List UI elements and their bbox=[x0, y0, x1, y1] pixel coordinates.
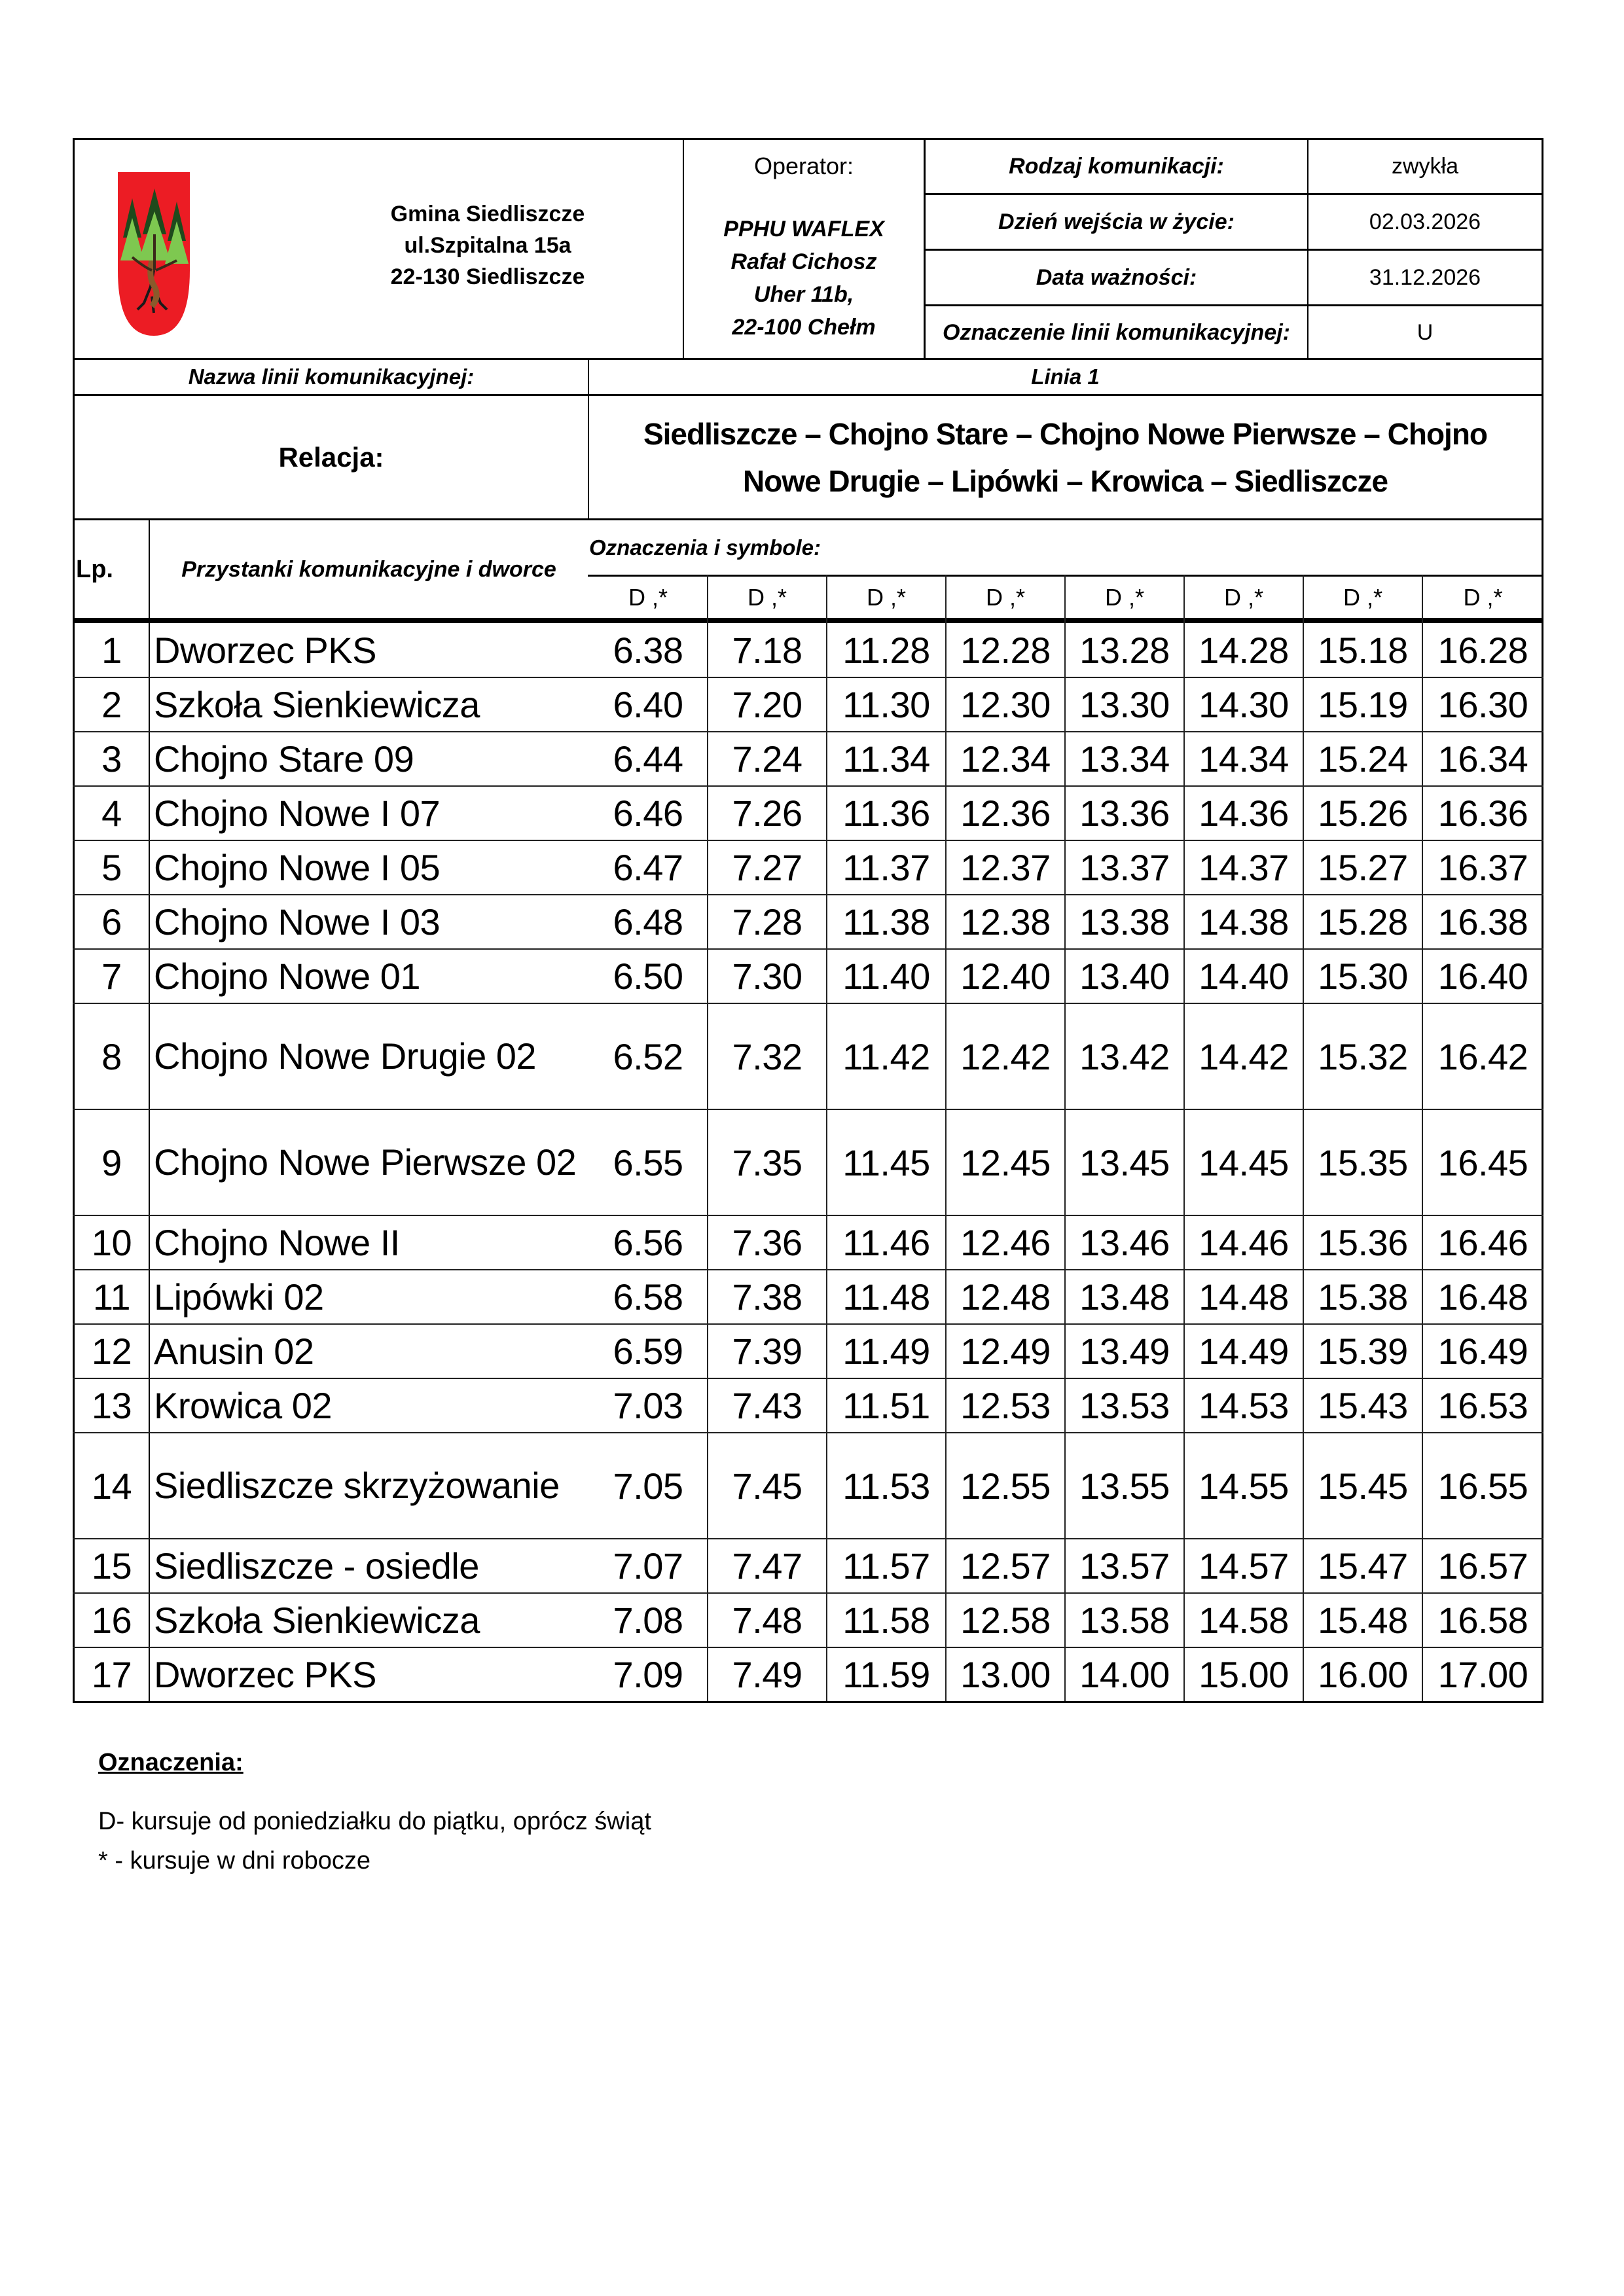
departure-time: 11.51 bbox=[842, 1385, 930, 1426]
departure-time: 16.58 bbox=[1437, 1600, 1528, 1641]
departure-time: 7.30 bbox=[732, 956, 803, 997]
operator-company: PPHU WAFLEX bbox=[723, 217, 884, 242]
stop-name: Chojno Nowe I 05 bbox=[154, 846, 441, 888]
row-number: 2 bbox=[101, 684, 122, 725]
departure-time: 11.59 bbox=[842, 1654, 930, 1695]
departure-time: 7.09 bbox=[613, 1654, 683, 1695]
course-symbol-header: D ,* bbox=[1104, 583, 1144, 611]
relation-route-line1: Siedliszcze – Chojno Stare – Chojno Nowe Pierwsze – Chojno bbox=[643, 417, 1488, 451]
departure-time: 6.58 bbox=[613, 1276, 683, 1318]
organization-address bbox=[340, 196, 635, 295]
departure-time: 7.05 bbox=[613, 1465, 683, 1507]
departure-time: 16.42 bbox=[1437, 1035, 1528, 1077]
departure-time: 16.37 bbox=[1437, 847, 1528, 888]
departure-time: 16.40 bbox=[1437, 956, 1528, 997]
departure-time: 15.28 bbox=[1318, 901, 1408, 942]
departure-time: 7.35 bbox=[732, 1141, 803, 1183]
row-number: 7 bbox=[101, 956, 122, 997]
departure-time: 12.42 bbox=[960, 1035, 1051, 1077]
organization-city: 22-130 Siedliszcze bbox=[390, 264, 585, 289]
departure-time: 6.48 bbox=[613, 901, 683, 942]
organization-street: ul.Szpitalna 15a bbox=[404, 233, 571, 258]
departure-time: 12.49 bbox=[960, 1331, 1051, 1372]
departure-time: 15.39 bbox=[1318, 1331, 1408, 1372]
departure-time: 6.59 bbox=[613, 1331, 683, 1372]
departure-time: 15.27 bbox=[1318, 847, 1408, 888]
stop-name: Szkoła Sienkiewicza bbox=[154, 1599, 480, 1641]
departure-time: 14.46 bbox=[1199, 1222, 1289, 1263]
course-symbol-header: D ,* bbox=[1463, 583, 1503, 611]
departure-time: 15.24 bbox=[1318, 738, 1408, 780]
info-label-valid-until: Data ważności: bbox=[1036, 264, 1197, 290]
departure-time: 7.39 bbox=[732, 1331, 803, 1372]
departure-time: 14.57 bbox=[1199, 1545, 1289, 1587]
row-number: 14 bbox=[91, 1465, 132, 1507]
departure-time: 7.47 bbox=[732, 1545, 803, 1587]
departure-time: 11.36 bbox=[842, 793, 930, 834]
departure-time: 16.28 bbox=[1437, 630, 1528, 671]
row-number: 15 bbox=[91, 1545, 132, 1587]
departure-time: 14.40 bbox=[1199, 956, 1289, 997]
departure-time: 12.58 bbox=[960, 1600, 1051, 1641]
departure-time: 7.07 bbox=[613, 1545, 683, 1587]
departure-time: 11.58 bbox=[842, 1600, 930, 1641]
departure-time: 16.36 bbox=[1437, 793, 1528, 834]
departure-time: 14.36 bbox=[1199, 793, 1289, 834]
departure-time: 14.53 bbox=[1199, 1385, 1289, 1426]
stop-name: Chojno Nowe 01 bbox=[154, 955, 421, 997]
row-number: 8 bbox=[101, 1035, 122, 1077]
departure-time: 12.40 bbox=[960, 956, 1051, 997]
departure-time: 11.49 bbox=[842, 1331, 930, 1372]
departure-time: 12.34 bbox=[960, 738, 1051, 780]
departure-time: 15.43 bbox=[1318, 1385, 1408, 1426]
legend-title: Oznaczenia: bbox=[98, 1749, 244, 1776]
departure-time: 6.38 bbox=[613, 630, 683, 671]
stop-name: Siedliszcze - osiedle bbox=[154, 1545, 479, 1587]
departure-time: 13.34 bbox=[1079, 738, 1170, 780]
departure-time: 15.48 bbox=[1318, 1600, 1408, 1641]
departure-time: 6.40 bbox=[613, 684, 683, 725]
coat-of-arms-icon bbox=[118, 172, 191, 336]
departure-time: 16.53 bbox=[1437, 1385, 1528, 1426]
departure-time: 13.57 bbox=[1079, 1545, 1170, 1587]
departure-time: 15.45 bbox=[1318, 1465, 1408, 1507]
departure-time: 15.38 bbox=[1318, 1276, 1408, 1318]
info-value-valid-until: 31.12.2026 bbox=[1369, 264, 1481, 290]
departure-time: 16.48 bbox=[1437, 1276, 1528, 1318]
departure-time: 16.46 bbox=[1437, 1222, 1528, 1263]
course-symbol-header: D ,* bbox=[747, 583, 787, 611]
departure-time: 15.32 bbox=[1318, 1035, 1408, 1077]
course-symbol-header: D ,* bbox=[1223, 583, 1263, 611]
line-name-value: Linia 1 bbox=[1031, 365, 1100, 389]
departure-time: 13.53 bbox=[1079, 1385, 1170, 1426]
stop-name: Szkoła Sienkiewicza bbox=[154, 683, 480, 725]
stop-name: Dworzec PKS bbox=[154, 1653, 376, 1695]
departure-time: 14.45 bbox=[1199, 1141, 1289, 1183]
departure-time: 7.18 bbox=[732, 630, 803, 671]
departure-time: 13.49 bbox=[1079, 1331, 1170, 1372]
departure-time: 15.30 bbox=[1318, 956, 1408, 997]
departure-time: 7.48 bbox=[732, 1600, 803, 1641]
departure-time: 13.48 bbox=[1079, 1276, 1170, 1318]
departure-time: 11.34 bbox=[842, 738, 930, 780]
column-header-lp: Lp. bbox=[76, 555, 113, 583]
row-number: 5 bbox=[101, 847, 122, 888]
departure-time: 7.36 bbox=[732, 1222, 803, 1263]
departure-time: 15.47 bbox=[1318, 1545, 1408, 1587]
column-header-stops: Przystanki komunikacyjne i dworce bbox=[181, 556, 556, 582]
column-header-symbols: Oznaczenia i symbole: bbox=[589, 535, 821, 560]
info-label-effective-date: Dzień wejścia w życie: bbox=[998, 209, 1235, 234]
departure-time: 13.36 bbox=[1079, 793, 1170, 834]
departure-time: 11.53 bbox=[842, 1465, 930, 1507]
departure-time: 16.00 bbox=[1318, 1654, 1408, 1695]
course-symbol-header: D ,* bbox=[985, 583, 1025, 611]
departure-time: 13.58 bbox=[1079, 1600, 1170, 1641]
legend-item-d: D- kursuje od poniedziałku do piątku, oprócz świąt bbox=[98, 1808, 651, 1835]
departure-time: 11.40 bbox=[842, 956, 930, 997]
departure-time: 7.24 bbox=[732, 738, 803, 780]
departure-time: 13.37 bbox=[1079, 847, 1170, 888]
row-number: 1 bbox=[101, 630, 122, 671]
organization-name: Gmina Siedliszcze bbox=[390, 202, 585, 226]
departure-time: 13.00 bbox=[960, 1654, 1051, 1695]
departure-time: 6.55 bbox=[613, 1141, 683, 1183]
departure-time: 12.53 bbox=[960, 1385, 1051, 1426]
departure-time: 12.48 bbox=[960, 1276, 1051, 1318]
stop-name: Dworzec PKS bbox=[154, 629, 376, 671]
stop-name: Chojno Nowe II bbox=[154, 1221, 400, 1263]
departure-time: 12.45 bbox=[960, 1141, 1051, 1183]
departure-time: 13.45 bbox=[1079, 1141, 1170, 1183]
departure-time: 12.30 bbox=[960, 684, 1051, 725]
info-label-communication-type: Rodzaj komunikacji: bbox=[1009, 154, 1224, 179]
stop-name: Chojno Stare 09 bbox=[154, 738, 414, 780]
departure-time: 7.45 bbox=[732, 1465, 803, 1507]
departure-time: 17.00 bbox=[1437, 1654, 1528, 1695]
departure-time: 7.03 bbox=[613, 1385, 683, 1426]
operator-label: Operator: bbox=[753, 152, 854, 179]
row-number: 17 bbox=[91, 1654, 132, 1695]
departure-time: 15.00 bbox=[1199, 1654, 1289, 1695]
departure-time: 12.57 bbox=[960, 1545, 1051, 1587]
row-number: 10 bbox=[91, 1222, 132, 1263]
departure-time: 14.49 bbox=[1199, 1331, 1289, 1372]
relation-label: Relacja: bbox=[278, 442, 384, 473]
stop-name: Chojno Nowe Pierwsze 02 bbox=[154, 1141, 577, 1183]
departure-time: 13.28 bbox=[1079, 630, 1170, 671]
departure-time: 16.49 bbox=[1437, 1331, 1528, 1372]
departure-time: 14.28 bbox=[1199, 630, 1289, 671]
departure-time: 14.34 bbox=[1199, 738, 1289, 780]
stop-name: Siedliszcze skrzyżowanie bbox=[154, 1465, 560, 1506]
departure-time: 7.49 bbox=[732, 1654, 803, 1695]
departure-time: 6.44 bbox=[613, 738, 683, 780]
info-value-line-designation: U bbox=[1416, 319, 1434, 345]
departure-time: 11.30 bbox=[842, 684, 930, 725]
departure-time: 6.47 bbox=[613, 847, 683, 888]
departure-time: 14.30 bbox=[1199, 684, 1289, 725]
departure-time: 13.55 bbox=[1079, 1465, 1170, 1507]
row-number: 11 bbox=[92, 1276, 131, 1318]
departure-time: 13.40 bbox=[1079, 956, 1170, 997]
info-value-communication-type: zwykła bbox=[1391, 154, 1459, 179]
departure-time: 15.18 bbox=[1318, 630, 1408, 671]
row-number: 4 bbox=[101, 793, 122, 834]
departure-time: 16.30 bbox=[1437, 684, 1528, 725]
departure-time: 12.55 bbox=[960, 1465, 1051, 1507]
departure-time: 14.48 bbox=[1199, 1276, 1289, 1318]
departure-time: 14.55 bbox=[1199, 1465, 1289, 1507]
operator-city: 22-100 Chełm bbox=[732, 315, 876, 340]
departure-time: 7.27 bbox=[732, 847, 803, 888]
stop-name: Lipówki 02 bbox=[154, 1276, 324, 1318]
departure-time: 15.36 bbox=[1318, 1222, 1408, 1263]
departure-time: 7.32 bbox=[732, 1035, 803, 1077]
departure-time: 14.42 bbox=[1199, 1035, 1289, 1077]
relation-route bbox=[589, 396, 1542, 519]
departure-time: 7.26 bbox=[732, 793, 803, 834]
departure-time: 15.35 bbox=[1318, 1141, 1408, 1183]
departure-time: 12.36 bbox=[960, 793, 1051, 834]
row-number: 3 bbox=[101, 738, 122, 780]
info-label-line-designation: Oznaczenie linii komunikacyjnej: bbox=[943, 319, 1290, 345]
stop-name: Krowica 02 bbox=[154, 1384, 333, 1426]
departure-time: 14.37 bbox=[1199, 847, 1289, 888]
departure-time: 7.20 bbox=[732, 684, 803, 725]
departure-time: 13.46 bbox=[1079, 1222, 1170, 1263]
operator-street: Uher 11b, bbox=[753, 282, 854, 307]
stop-name: Anusin 02 bbox=[154, 1330, 314, 1372]
departure-time: 7.28 bbox=[732, 901, 803, 942]
departure-time: 11.42 bbox=[842, 1035, 930, 1077]
departure-time: 15.26 bbox=[1318, 793, 1408, 834]
row-number: 6 bbox=[101, 901, 122, 942]
legend-item-asterisk: * - kursuje w dni robocze bbox=[98, 1847, 371, 1874]
departure-time: 6.52 bbox=[613, 1035, 683, 1077]
departure-time: 7.43 bbox=[732, 1385, 803, 1426]
departure-time: 16.45 bbox=[1437, 1141, 1528, 1183]
departure-time: 16.55 bbox=[1437, 1465, 1528, 1507]
stop-name: Chojno Nowe I 03 bbox=[154, 901, 441, 942]
departure-time: 6.46 bbox=[613, 793, 683, 834]
departure-time: 11.37 bbox=[842, 847, 930, 888]
departure-time: 11.28 bbox=[842, 630, 930, 671]
relation-route-line2: Nowe Drugie – Lipówki – Krowica – Siedliszcze bbox=[742, 464, 1388, 498]
departure-time: 11.45 bbox=[842, 1141, 930, 1183]
departure-time: 12.28 bbox=[960, 630, 1051, 671]
departure-time: 14.58 bbox=[1199, 1600, 1289, 1641]
course-symbol-header: D ,* bbox=[1343, 583, 1382, 611]
departure-time: 7.38 bbox=[732, 1276, 803, 1318]
stop-name: Chojno Nowe I 07 bbox=[154, 792, 441, 834]
row-number: 13 bbox=[91, 1385, 132, 1426]
departure-time: 12.38 bbox=[960, 901, 1051, 942]
departure-time: 11.38 bbox=[842, 901, 930, 942]
line-name-label: Nazwa linii komunikacyjnej: bbox=[188, 365, 475, 389]
departure-time: 6.56 bbox=[613, 1222, 683, 1263]
departure-time: 13.38 bbox=[1079, 901, 1170, 942]
departure-time: 16.34 bbox=[1437, 738, 1528, 780]
operator-details bbox=[684, 203, 924, 353]
departure-time: 11.46 bbox=[842, 1222, 930, 1263]
departure-time: 16.38 bbox=[1437, 901, 1528, 942]
departure-time: 16.57 bbox=[1437, 1545, 1528, 1587]
row-number: 9 bbox=[101, 1141, 122, 1183]
departure-time: 11.48 bbox=[842, 1276, 930, 1318]
course-symbol-header: D ,* bbox=[628, 583, 668, 611]
departure-time: 7.08 bbox=[613, 1600, 683, 1641]
departure-time: 11.57 bbox=[842, 1545, 930, 1587]
departure-time: 13.30 bbox=[1079, 684, 1170, 725]
row-number: 12 bbox=[91, 1331, 132, 1372]
stop-name: Chojno Nowe Drugie 02 bbox=[154, 1035, 537, 1077]
departure-time: 6.50 bbox=[613, 956, 683, 997]
departure-time: 12.37 bbox=[960, 847, 1051, 888]
row-number: 16 bbox=[91, 1600, 132, 1641]
departure-time: 14.38 bbox=[1199, 901, 1289, 942]
operator-owner: Rafał Cichosz bbox=[731, 249, 877, 274]
departure-time: 14.00 bbox=[1079, 1654, 1170, 1695]
departure-time: 13.42 bbox=[1079, 1035, 1170, 1077]
departure-time: 15.19 bbox=[1318, 684, 1408, 725]
info-value-effective-date: 02.03.2026 bbox=[1369, 209, 1481, 234]
course-symbol-header: D ,* bbox=[866, 583, 906, 611]
departure-time: 12.46 bbox=[960, 1222, 1051, 1263]
